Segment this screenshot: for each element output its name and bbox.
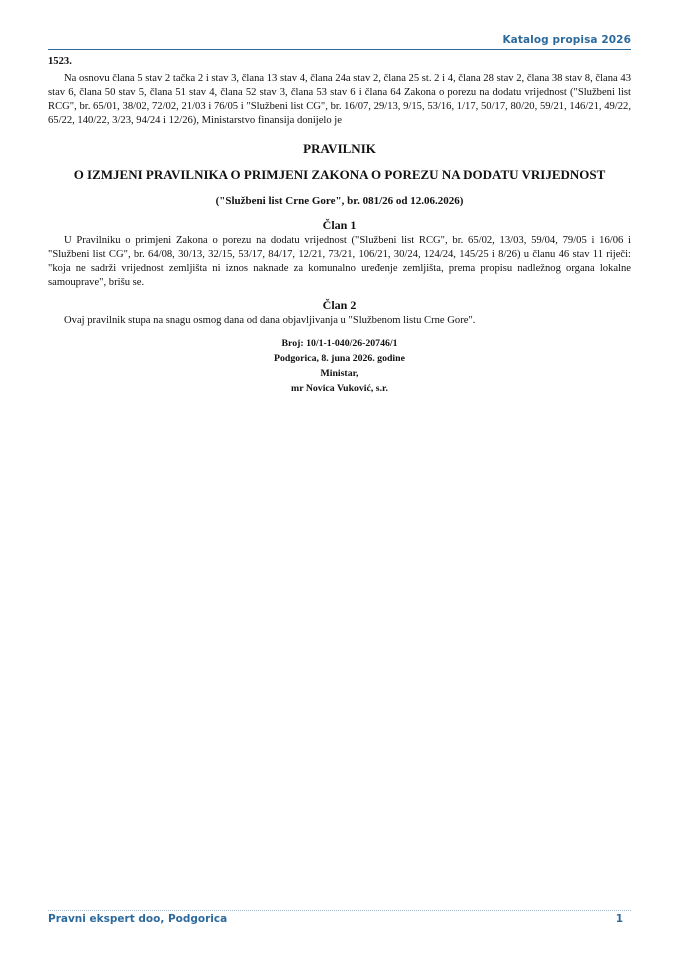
header-title: Katalog propisa 2026: [502, 34, 631, 46]
gazette-reference: ("Službeni list Crne Gore", br. 081/26 od 12.06.2026): [215, 195, 464, 207]
document-reference-number: Broj: 10/1-1-040/26-20746/1: [281, 338, 398, 349]
footer-divider: [48, 910, 631, 911]
document-type-heading: PRAVILNIK: [303, 141, 376, 156]
signature-block: [48, 336, 631, 396]
article-1-text: U Pravilniku o primjeni Zakona o porezu na dodatu vrijednost ("Službeni list RCG", br. 65/02, 13/03, 59/04, 79/05 i 16/06 i "Službeni list CG", br. 64/08, 30/13, 32/15, 53/17, 84/17, 12/21, 73/21, 106/21, 30/24, 124/24, 145/25 i 8/26) u članu 46 stav 11 riječi: "koja ne sadrži vrijednost zemljišta ni iznos naknade za komunalno uređenje zemljišta, prema propisu nadležnog organa lokalne samouprave", brišu se.: [48, 235, 631, 288]
place-and-date: Podgorica, 8. juna 2026. godine: [274, 353, 405, 364]
article-2-text: Ovaj pravilnik stupa na snagu osmog dana od dana objavljivanja u "Službenom listu Crne Gore".: [64, 315, 476, 326]
preamble-paragraph: Na osnovu člana 5 stav 2 tačka 2 i stav 3, člana 13 stav 4, člana 24a stav 2, člana 25 st. 2 i 4, člana 28 stav 2, člana 38 stav 8, člana 43 stav 6, člana 50 stav 5, člana 51 stav 4, člana 52 stav 3, člana 53 stav 6 i člana 64 Zakona o porezu na dodatu vrijednost ("Službeni list RCG", br. 65/01, 38/02, 72/02, 21/03 i 76/05 i "Službeni list CG", br. 16/07, 29/13, 9/15, 53/16, 1/17, 50/17, 80/20, 59/21, 146/21, 49/22, 65/22, 140/22, 3/23, 94/24 i 12/26), Ministarstvo finansija donijelo je: [48, 73, 631, 126]
document-title: O IZMJENI PRAVILNIKA O PRIMJENI ZAKONA O POREZU NA DODATU VRIJEDNOST: [73, 167, 606, 182]
page-number: 1: [615, 913, 623, 925]
signatory-name: mr Novica Vuković, s.r.: [291, 383, 388, 394]
document-body: [48, 55, 631, 396]
footer-publisher: Pravni ekspert doo, Podgorica: [48, 913, 228, 925]
regulation-number: 1523.: [48, 56, 72, 67]
article-2-heading: Član 2: [322, 298, 357, 312]
article-1-heading: Član 1: [322, 218, 357, 232]
signatory-role: Ministar,: [320, 368, 359, 379]
header-divider: [48, 49, 631, 50]
